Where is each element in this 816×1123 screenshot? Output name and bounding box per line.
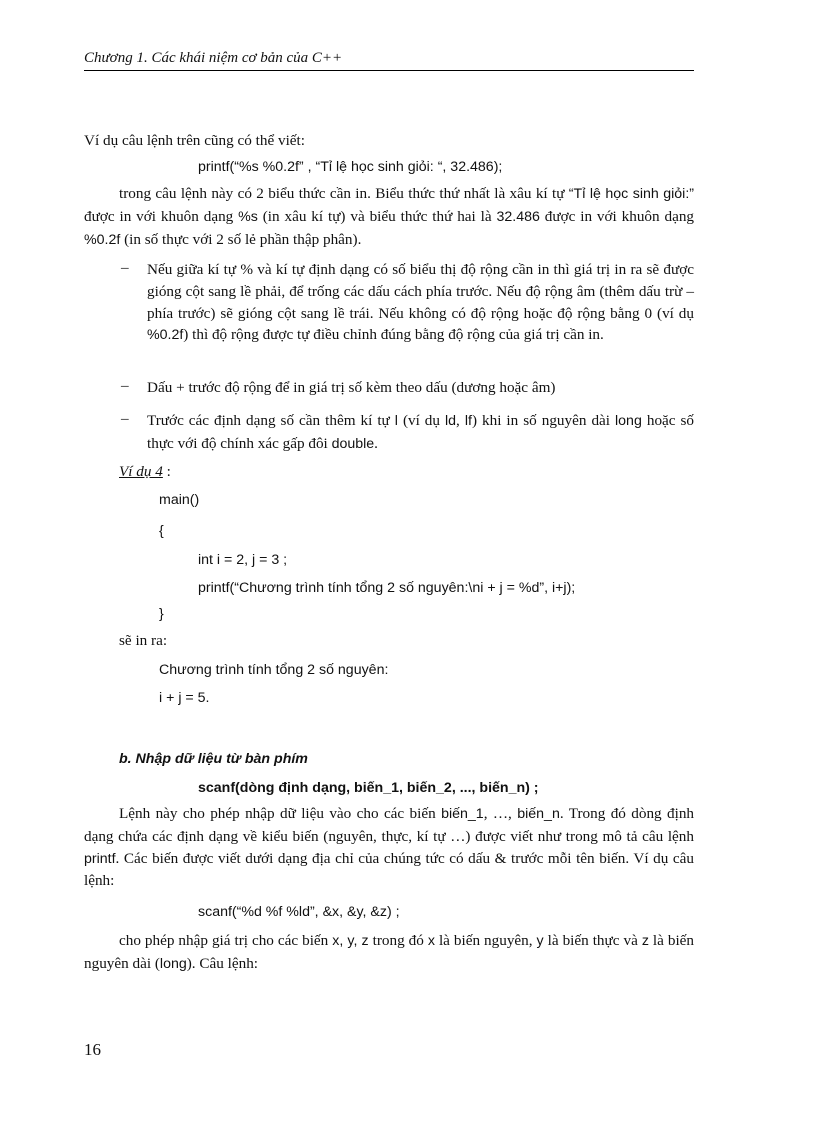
header-rule: [84, 70, 694, 71]
example-label-colon: :: [162, 463, 171, 480]
expl-text: là biến nguyên,: [434, 932, 537, 949]
explain-text: được in với khuôn dạng: [84, 207, 239, 225]
bullet-dash: –: [121, 259, 129, 276]
explain-code: 32.486: [496, 208, 540, 225]
bullet-text: ) thì độ rộng được tự điều chỉnh đúng bằng độ rộng của giá trị cần in.: [183, 326, 604, 344]
explain-text: được in với khuôn dạng: [539, 207, 695, 225]
desc-text: . Trong đó dòng định dạng chứa các định dạng về kiểu biến (nguyên, thực, kí tự …) được viết như trong mô tả câu lệnh: [84, 805, 695, 845]
desc-code: biến_1: [441, 806, 484, 822]
desc-code: biến_n: [517, 806, 560, 822]
code-line: printf(“Chương trình tính tổng 2 số nguyên:\ni + j = %d”, i+j);: [198, 580, 576, 596]
desc-text: . Các biến được viết dưới dạng địa chỉ của chúng tức có dấu & trước mỗi tên biến. Ví dụ câu lệnh:: [84, 849, 694, 890]
example-label-text: Ví dụ 4: [119, 463, 163, 480]
bullet-item: [147, 259, 694, 347]
desc-code: printf: [84, 850, 116, 867]
bullet-text: hoặc số thực với độ chính xác gấp đôi: [147, 412, 695, 452]
scanf-explanation: [84, 930, 694, 976]
explain-text: (in xâu kí tự) và biểu thức thứ hai là: [257, 207, 497, 225]
desc-text: , …,: [483, 805, 518, 822]
intro-text: Ví dụ câu lệnh trên cũng có thể viết:: [84, 132, 305, 149]
expl-text: ). Câu lệnh:: [186, 954, 259, 972]
scanf-code-line: scanf(“%d %f %ld”, &x, &y, &z) ;: [198, 904, 400, 920]
bullet-text: Trước các định dạng số cần thêm kí tự: [147, 412, 395, 429]
example-label: [119, 464, 171, 479]
expl-code: z: [641, 933, 649, 949]
code-line: {: [159, 523, 164, 539]
explain-code: “Tỉ lệ học sinh giỏi:”: [568, 186, 694, 202]
printf-explanation: [84, 183, 694, 251]
expl-code: long: [159, 955, 187, 972]
bullet-text: (ví dụ: [397, 412, 445, 429]
expl-code: y: [536, 933, 544, 949]
bullet-code: long: [615, 413, 642, 429]
expl-text: là biến nguyên dài (: [84, 932, 694, 972]
scanf-syntax: scanf(dòng định dạng, biến_1, biến_2, ..., biến_n) ;: [198, 780, 539, 796]
explain-code: %s: [238, 208, 258, 225]
code-line: int i = 2, j = 3 ;: [198, 552, 288, 568]
bullet-code: double: [331, 435, 375, 452]
output-intro: sẽ in ra:: [119, 632, 168, 649]
bullet-code: l: [394, 413, 398, 429]
expl-text: là biến thực và: [543, 932, 642, 949]
bullet-item: Dấu + trước độ rộng để in giá trị số kèm theo dấu (dương hoặc âm): [147, 379, 556, 396]
bullet-text: ,: [456, 412, 465, 429]
expl-code: x: [427, 933, 435, 949]
bullet-dash: –: [121, 377, 129, 394]
section-heading: b. Nhập dữ liệu từ bàn phím: [119, 751, 308, 767]
page-number: 16: [84, 1040, 101, 1059]
bullet-code: ld: [445, 413, 457, 429]
bullet-item: [147, 410, 694, 456]
scanf-description: [84, 803, 694, 892]
bullet-dash: –: [121, 410, 129, 427]
expl-text: trong đó: [368, 932, 428, 949]
output-line: i + j = 5.: [159, 690, 210, 706]
printf-code-line: printf(“%s %0.2f” , “Tỉ lệ học sinh giỏi: “, 32.486);: [198, 159, 503, 175]
output-line: Chương trình tính tổng 2 số nguyên:: [159, 662, 389, 678]
expl-text: cho phép nhập giá trị cho các biến: [119, 932, 333, 949]
bullet-text: .: [374, 434, 378, 452]
explain-text: (in số thực với 2 số lẻ phần thập phân).: [120, 230, 362, 248]
bullet-code: lf: [464, 413, 472, 429]
code-line: }: [159, 606, 164, 622]
bullet-text: Nếu giữa kí tự % và kí tự định dạng có số biểu thị độ rộng cần in thì giá trị in ra sẽ được gióng cột sang lề phải, để trống các dấu cách phía trước. Nếu độ rộng âm (thêm dấu trừ – phía trước) sẽ gióng cột sang lề trái. Nếu không có độ rộng hoặc độ rộng bằng 0 (ví dụ: [147, 261, 694, 322]
chapter-header: Chương 1. Các khái niệm cơ bản của C++: [84, 50, 343, 66]
expl-code: x, y, z: [332, 933, 369, 949]
bullet-code: %0.2f: [147, 327, 184, 344]
explain-code: %0.2f: [84, 231, 121, 248]
bullet-text: ) khi in số nguyên dài: [471, 412, 616, 429]
desc-text: Lệnh này cho phép nhập dữ liệu vào cho các biến: [119, 805, 442, 822]
code-line: main(): [159, 492, 200, 508]
explain-text: trong câu lệnh này có 2 biểu thức cần in. Biểu thức thứ nhất là xâu kí tự: [119, 185, 569, 202]
